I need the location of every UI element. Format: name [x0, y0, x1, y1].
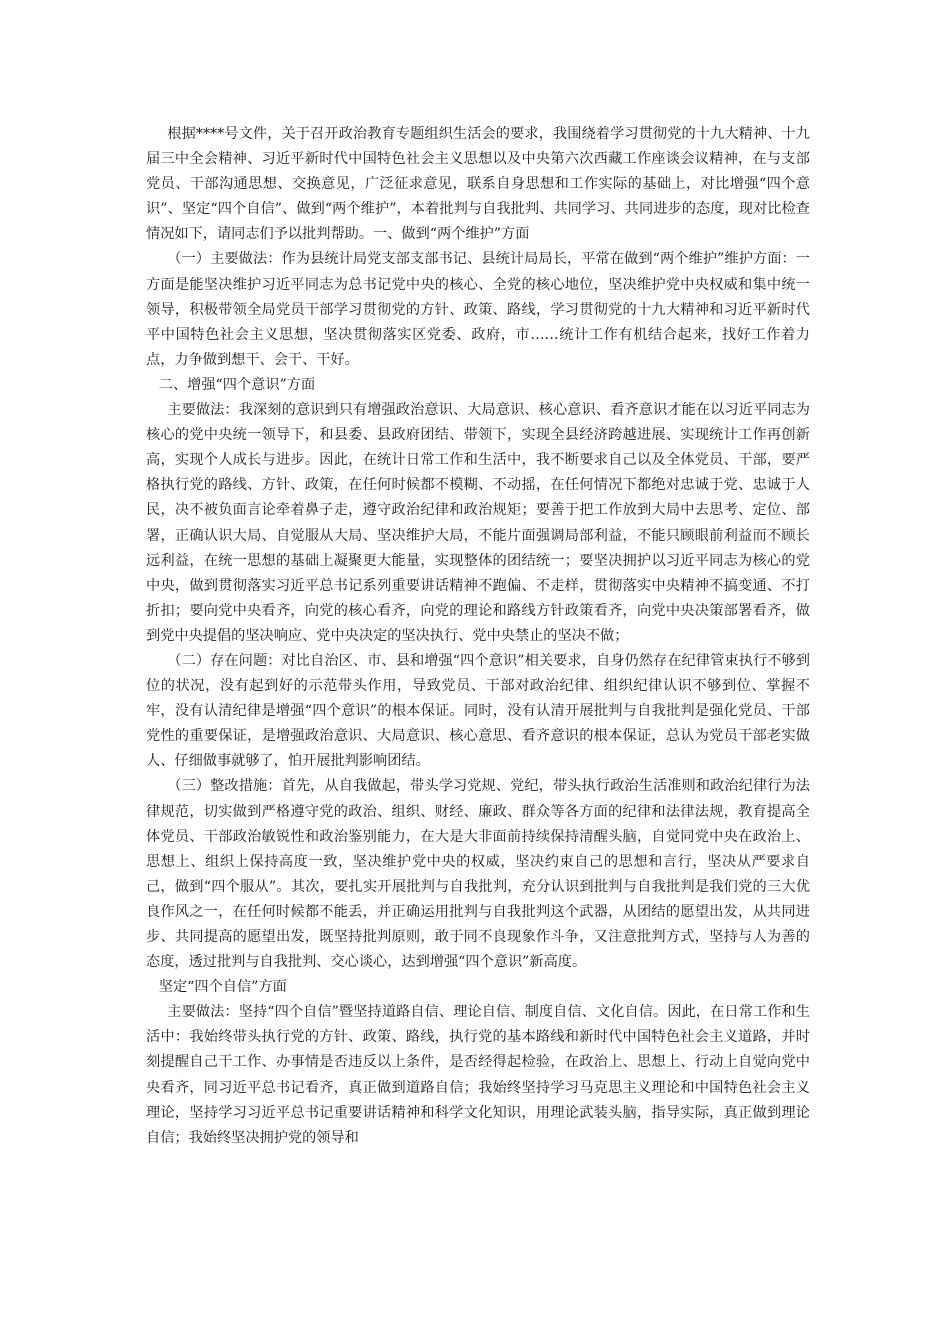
section-1-practice-paragraph: （一）主要做法：作为县统计局党支部支部书记、县统计局局长，平常在做到“两个维护”维护方面：一方面是能坚决维护习近平同志为总书记党中央的核心、全党的核心地位，坚决维护党中央权威和集中统一领导，积极带领全局党员干部学习贯彻党的方针、政策、路线，学习贯彻党的十九大精神和习近平新时代平中国特色社会主义思想，坚决贯彻落实区党委、政府，市……统计工作有机结合起来，找好工作着力点，力争做到想干、会干、干好。: [146, 251, 810, 368]
document-body: [146, 122, 810, 1151]
section-2-practice-paragraph: 主要做法：我深刻的意识到只有增强政治意识、大局意识、核心意识、看齐意识才能在以习近平同志为核心的党中央统一领导下，和县委、县政府团结、带领下，实现全县经济跨越进展、实现统计工作再创新高，实现个人成长与进步。因此，在统计日常工作和生活中，我不断要求自己以及全体党员、干部，要严格执行党的路线、方针、政策，在任何时候都不模糊、不动摇，在任何情况下都绝对忠诚于党、忠诚于人民，决不被负面言论牵着鼻子走，遵守政治纪律和政治规矩；要善于把工作放到大局中去思考、定位、部署，正确认识大局、自觉服从大局、坚决维护大局，不能片面强调局部利益，不能只顾眼前利益而不顾长远利益，在统一思想的基础上凝聚更大能量，实现整体的团结统一；要坚决拥护以习近平同志为核心的党中央，做到贯彻落实习近平总书记系列重要讲话精神不跑偏、不走样，贯彻落实中央精神不搞变通、不打折扣；要向党中央看齐，向党的核心看齐，向党的理论和路线方针政策看齐，向党中央决策部署看齐，做到党中央提倡的坚决响应、党中央决定的坚决执行、党中央禁止的坚决不做；: [146, 402, 810, 644]
section-3-practice-paragraph: 主要做法：坚持“四个自信”暨坚持道路自信、理论自信、制度自信、文化自信。因此，在日常工作和生活中：我始终带头执行党的方针、政策、路线，执行党的基本路线和新时代中国特色社会主义道路，并时刻提醒自己干工作、办事情是否违反以上条件，是否经得起检验，在政治上、思想上、行动上自觉向党中央看齐，同习近平总书记看齐，真正做到道路自信；我始终坚持学习马克思主义理论和中国特色社会主义理论，坚持学习习近平总书记重要讲话精神和科学文化知识，用理论武装头脑，指导实际，真正做到理论自信；我始终坚决拥护党的领导和: [146, 1004, 810, 1146]
section-2-problems-paragraph: （二）存在问题：对比自治区、市、县和增强“四个意识”相关要求，自身仍然存在纪律管束执行不够到位的状况，没有起到好的示范带头作用，导致党员、干部对政治纪律、组织纪律认识不够到位、掌握不牢，没有认清纪律是增强“四个意识”的根本保证。同时，没有认清开展批判与自我批判是强化党员、干部党性的重要保证，是增强政治意识、大局意识、核心意思、看齐意识的根本保证，总认为党员干部老实做人、仔细做事就够了，怕开展批判影响团结。: [146, 652, 810, 770]
section-3-heading: 坚定“四个自信”方面: [158, 979, 287, 996]
section-2-heading: 二、增强“四个意识”方面: [158, 376, 316, 393]
section-2-measures-paragraph: （三）整改措施：首先，从自我做起，带头学习党规、党纪，带头执行政治生活准则和政治纪律行为法律规范，切实做到严格遵守党的政治、组织、财经、廉政、群众等各方面的纪律和法律法规，教育提高全体党员、干部政治敏锐性和政治鉴别能力，在大是大非面前持续保持清醒头脑，自觉同党中央在政治上、思想上、组织上保持高度一致，坚决维护党中央的权威，坚决约束自己的思想和言行，坚决从严要求自己，做到“四个服从”。其次，要扎实开展批判与自我批判，充分认识到批判与自我批判是我们党的三大优良作风之一，在任何时候都不能丢，并正确运用批判与自我批判这个武器，从团结的愿望出发，从共同进步、共同提高的愿望出发，既坚持批判原则，敢于同不良现象作斗争，又注意批判方式，坚持与人为善的态度，透过批判与自我批判、交心谈心，达到增强“四个意识”新高度。: [146, 778, 810, 971]
intro-paragraph: 根据****号文件，关于召开政治教育专题组织生活会的要求，我围绕着学习贯彻党的十九大精神、十九届三中全会精神、习近平新时代中国特色社会主义思想以及中央第六次西藏工作座谈会议精神，在与支部党员、干部沟通思想、交换意见，广泛征求意见，联系自身思想和工作实际的基础上，对比增强“四个意识”、坚定“四个自信”、做到“两个维护”，本着批判与自我批判、共同学习、共同进步的态度，现对比检查情况如下，请同志们予以批判帮助。一、做到“两个维护”方面: [146, 126, 810, 243]
